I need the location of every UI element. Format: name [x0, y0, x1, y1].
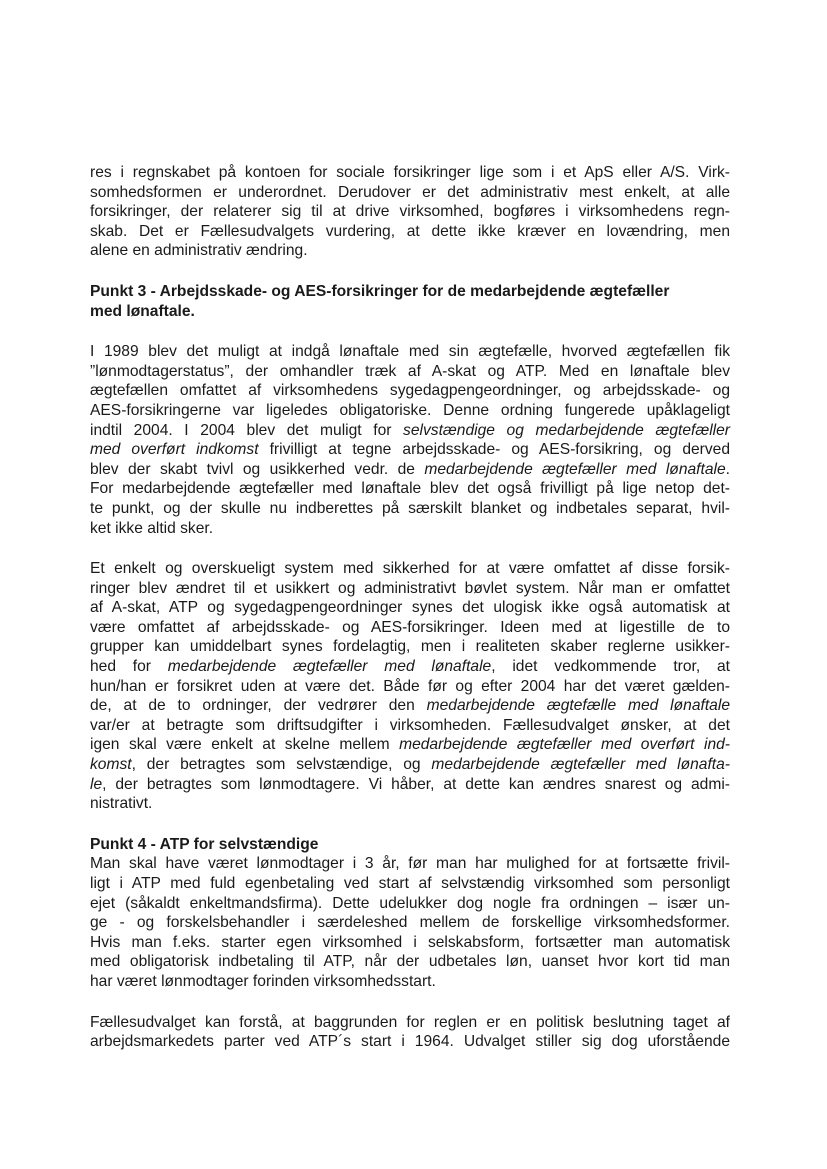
text-run: indtil 2004. I 2004 blev det muligt for: [90, 421, 404, 439]
text-run: de, at de to ordninger, der vedrører den: [90, 697, 427, 715]
text-line: [90, 735, 730, 755]
italic-run: medarbejdende ægtefæller med lønafta-: [431, 756, 730, 774]
section-heading-3: [90, 282, 730, 321]
italic-run: medarbejdende ægtefæller med lønaftale: [424, 460, 726, 478]
text-line: af A-skat, ATP og sygedagpengeordninger synes det ulogisk ikke også automatisk at: [90, 599, 730, 617]
text-line: AES-forsikringerne var ligeledes obligatoriske. Denne ordning fungerede upåklageligt: [90, 401, 730, 419]
text-line: [90, 657, 730, 677]
paragraph-2: [90, 342, 730, 538]
text-line: Hvis man f.eks. starter egen virksomhed i selskabsform, fortsætter man automatisk: [90, 933, 730, 951]
text-line: res i regnskabet på kontoen for sociale forsikringer lige som i et ApS eller A/S. Virk-: [90, 164, 730, 181]
text-line: nistrativt.: [90, 795, 153, 813]
italic-run: medarbejdende ægtefælle med lønaftale: [426, 697, 730, 715]
text-line: var/er at betragte som driftsudgifter i virksomheden. Fællesudvalget ønsker, at det: [90, 716, 730, 734]
text-run: blev der skabt tvivl og usikkerhed vedr. de: [90, 460, 425, 478]
text-line: alene en administrativ ændring.: [90, 242, 308, 260]
italic-run: selvstændige og medarbejdende ægtefæller: [403, 421, 730, 439]
text-line: skab. Det er Fællesudvalgets vurdering, at dette ikke kræver en lovændring, men: [90, 222, 730, 240]
text-line: ringer blev ændret til et usikkert og administrativt bøvlet system. Når man er omfattet: [90, 579, 730, 597]
heading-line: Punkt 4 - ATP for selvstændige: [90, 835, 319, 853]
text-line: ægtefællen omfattet af virksomhedens sygedagpengeordninger, og arbejdsskade- og: [90, 382, 730, 400]
text-run: frivilligt at tegne arbejdsskade- og AES-forsikring, og derved: [258, 441, 731, 459]
section-4: [90, 835, 730, 992]
text-line: ligt i ATP med fuld egenbetaling ved start af selvstændig virksomhed som personligt: [90, 875, 730, 892]
text-line: [90, 440, 730, 460]
text-line: Et enkelt og overskueligt system med sikkerhed for at være omfattet af disse forsik-: [90, 560, 730, 578]
text-run: .: [725, 460, 730, 478]
text-line: hun/han er forsikret uden at være det. Både før og efter 2004 har det været gælden-: [90, 677, 730, 695]
heading-line: med lønaftale.: [90, 302, 195, 320]
text-line: grupper kan umiddelbart synes fordelagtig, men i realiteten skaber reglerne usikker-: [90, 638, 730, 656]
text-line: Man skal have været lønmodtager i 3 år, før man har mulighed for at fortsætte frivil-: [90, 855, 730, 873]
text-line: [90, 755, 730, 775]
paragraph-1: [90, 163, 730, 261]
text-line: somhedsformen er underordnet. Derudover er det administrativ mest enkelt, at alle: [90, 183, 730, 201]
text-line: ejet (såkaldt enkeltmandsfirma). Dette udelukker dog nogle fra ordningen – især un-: [90, 894, 730, 912]
text-line: arbejdsmarkedets parter ved ATP´s start i 1964. Udvalget stiller sig dog uforstående: [90, 1033, 730, 1051]
italic-run: le: [90, 775, 103, 793]
paragraph-5: [90, 1013, 730, 1052]
text-line: [90, 775, 730, 795]
text-run: hed for: [90, 658, 168, 676]
text-line: [90, 460, 730, 480]
text-run: , der betragtes som lønmodtagere. Vi håber, at dette kan ændres snarest og admi-: [102, 775, 730, 793]
paragraph-3: [90, 559, 730, 814]
text-line: [90, 421, 730, 441]
italic-run: komst: [90, 756, 132, 774]
text-line: ”lønmodtagerstatus”, der omhandler træk af A-skat og ATP. Med en lønaftale blev: [90, 362, 730, 380]
text-line: forsikringer, der relaterer sig til at drive virksomhed, bogføres i virksomhedens regn-: [90, 203, 730, 221]
text-line: være omfattet af arbejdsskade- og AES-forsikringer. Ideen med at ligestille de to: [90, 618, 730, 636]
italic-run: med overført indkomst: [90, 441, 259, 459]
text-line: ket ikke altid sker.: [90, 519, 214, 537]
italic-run: medarbejdende ægtefæller med lønaftale: [167, 658, 492, 676]
text-line: [90, 696, 730, 716]
text-run: , idet vedkommende tror, at: [491, 658, 730, 676]
text-line: For medarbejdende ægtefæller med lønaftale blev det også frivilligt på lige netop det-: [90, 480, 730, 498]
text-line: Fællesudvalget kan forstå, at baggrunden for reglen er en politisk beslutning taget af: [90, 1013, 730, 1031]
text-line: har været lønmodtager forinden virksomhedsstart.: [90, 972, 436, 990]
italic-run: medarbejdende ægtefæller med overført ind-: [399, 736, 730, 754]
text-line: I 1989 blev det muligt at indgå lønaftale med sin ægtefælle, hvorved ægtefællen fik: [90, 343, 730, 361]
text-run: igen skal være enkelt at skelne mellem: [90, 736, 400, 754]
text-line: te punkt, og der skulle nu indberettes på særskilt blanket og indbetales separat, hvil-: [90, 499, 730, 517]
text-run: , der betragtes som selvstændige, og: [131, 756, 432, 774]
text-line: med obligatorisk indbetaling til ATP, når der udbetales løn, uanset hvor kort tid man: [90, 953, 730, 971]
heading-line: Punkt 3 - Arbejdsskade- og AES-forsikringer for de medarbejdende ægtefæller: [90, 282, 670, 300]
document-page: [90, 163, 730, 1052]
text-line: ge - og forskelsbehandler i særdeleshed mellem de forskellige virksomhedsformer.: [90, 914, 730, 932]
